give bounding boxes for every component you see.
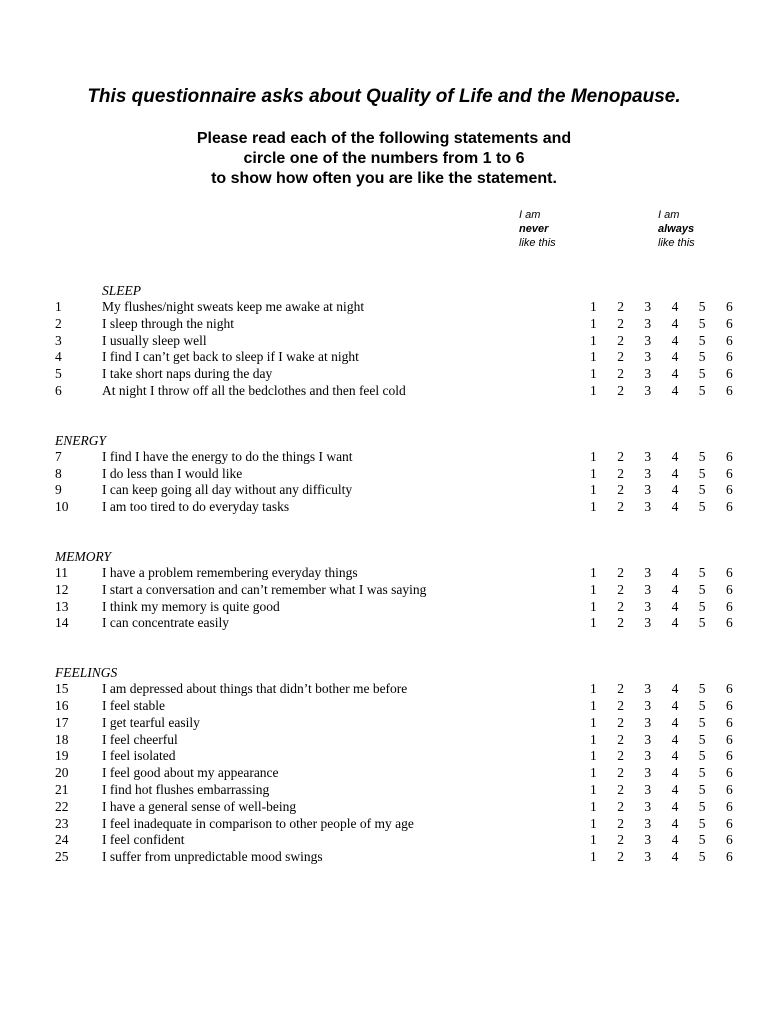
question-statement: I take short naps during the day [102,366,273,382]
question-number: 2 [55,315,62,331]
rating-option-4[interactable]: 4 [671,832,679,848]
questionnaire-title: This questionnaire asks about Quality of Life and the Menopause. [87,86,681,107]
question-statement: I usually sleep well [102,332,207,348]
question-number: 9 [55,482,62,498]
question-number: 10 [55,499,69,515]
question-statement: I get tearful easily [102,714,200,730]
rating-options [590,799,753,816]
rating-options [590,299,753,316]
question-row [55,765,735,782]
rating-option-1[interactable]: 1 [590,581,597,597]
question-number: 7 [55,448,62,464]
question-statement: I have a general sense of well-being [102,798,297,814]
rating-option-1[interactable]: 1 [590,349,597,365]
rating-option-5[interactable]: 5 [698,482,706,498]
rating-option-3[interactable]: 3 [644,299,652,314]
rating-option-5[interactable]: 5 [698,849,706,865]
rating-option-1[interactable]: 1 [590,465,597,481]
rating-option-3[interactable]: 3 [644,448,652,464]
rating-option-1[interactable]: 1 [590,714,597,730]
instructions-line: Please read each of the following statements and [196,130,572,147]
question-row [55,782,735,799]
rating-option-4[interactable]: 4 [671,697,679,713]
question-row [55,698,735,715]
section-header: SLEEP [102,283,141,298]
rating-option-1[interactable]: 1 [590,382,597,398]
rating-option-4[interactable]: 4 [671,349,679,365]
rating-option-5[interactable]: 5 [698,681,706,697]
section-energy [55,432,735,516]
rating-option-3[interactable]: 3 [644,598,652,614]
rating-options [590,849,753,866]
rating-option-3[interactable]: 3 [644,849,652,865]
rating-option-2[interactable]: 2 [617,815,624,831]
question-number: 5 [55,366,62,382]
rating-option-3[interactable]: 3 [644,815,652,831]
rating-option-4[interactable]: 4 [671,581,679,597]
rating-option-5[interactable]: 5 [698,598,706,614]
rating-option-5[interactable]: 5 [698,299,706,314]
section-memory [55,548,735,632]
rating-option-4[interactable]: 4 [671,564,679,580]
rating-option-5[interactable]: 5 [698,382,706,398]
question-statement: I feel isolated [102,748,176,764]
rating-option-6[interactable]: 6 [725,748,733,764]
rating-options [590,333,753,350]
question-number: 22 [55,798,69,814]
question-row [55,366,735,383]
rating-option-3[interactable]: 3 [644,681,652,697]
questionnaire-body [55,282,735,866]
question-statement: I find I can’t get back to sleep if I wake at night [102,349,359,365]
rating-option-1[interactable]: 1 [590,332,597,348]
question-row [55,715,735,732]
rating-options [590,816,753,833]
rating-option-6[interactable]: 6 [725,299,733,314]
rating-option-1[interactable]: 1 [590,366,597,382]
rating-options [590,499,753,516]
rating-option-1[interactable]: 1 [590,849,597,865]
rating-option-2[interactable]: 2 [617,714,624,730]
rating-option-5[interactable]: 5 [698,615,706,631]
rating-option-2[interactable]: 2 [617,581,624,597]
rating-option-4[interactable]: 4 [671,382,679,398]
rating-option-6[interactable]: 6 [725,482,733,498]
question-statement: I feel confident [102,832,185,848]
rating-option-3[interactable]: 3 [644,564,652,580]
question-row [55,681,735,698]
question-row [55,449,735,466]
rating-options [590,366,753,383]
section-sleep [55,282,735,400]
rating-option-2[interactable]: 2 [617,315,624,331]
rating-option-3[interactable]: 3 [644,748,652,764]
question-number: 16 [55,697,69,713]
question-statement: I suffer from unpredictable mood swings [102,849,323,865]
rating-option-6[interactable]: 6 [725,332,733,348]
rating-option-4[interactable]: 4 [671,598,679,614]
section-header: ENERGY [55,432,107,448]
rating-option-4[interactable]: 4 [671,849,679,865]
rating-option-6[interactable]: 6 [725,564,733,580]
rating-option-5[interactable]: 5 [698,798,706,814]
rating-option-1[interactable]: 1 [590,765,597,781]
question-number: 8 [55,465,62,481]
question-row [55,732,735,749]
question-statement: I feel inadequate in comparison to other people of my age [102,815,414,831]
rating-option-3[interactable]: 3 [644,581,652,597]
instructions-line: circle one of the numbers from 1 to 6 [243,150,525,167]
question-row [55,349,735,366]
question-row [55,582,735,599]
rating-option-6[interactable]: 6 [725,349,733,365]
rating-option-4[interactable]: 4 [671,332,679,348]
rating-options [590,482,753,499]
rating-option-1[interactable]: 1 [590,815,597,831]
rating-option-6[interactable]: 6 [725,849,733,865]
rating-option-5[interactable]: 5 [698,332,706,348]
rating-option-3[interactable]: 3 [644,332,652,348]
rating-option-5[interactable]: 5 [698,366,706,382]
rating-option-2[interactable]: 2 [617,697,624,713]
rating-option-2[interactable]: 2 [617,332,624,348]
question-number: 20 [55,765,69,781]
rating-option-6[interactable]: 6 [725,615,733,631]
rating-option-6[interactable]: 6 [725,581,733,597]
question-row [55,316,735,333]
rating-option-5[interactable]: 5 [698,815,706,831]
question-statement: I feel cheerful [102,731,178,747]
rating-option-2[interactable]: 2 [617,748,624,764]
rating-options [590,782,753,799]
rating-option-6[interactable]: 6 [725,765,733,781]
rating-option-2[interactable]: 2 [617,731,624,747]
rating-option-2[interactable]: 2 [617,366,624,382]
question-statement: I am depressed about things that didn’t bother me before [102,681,408,697]
rating-option-5[interactable]: 5 [698,581,706,597]
question-row [55,748,735,765]
rating-option-3[interactable]: 3 [644,765,652,781]
question-statement: I sleep through the night [102,315,234,331]
scale-label-never: I am never like this [519,209,556,249]
rating-option-2[interactable]: 2 [617,615,624,631]
rating-option-6[interactable]: 6 [725,681,733,697]
question-number: 11 [55,564,68,580]
rating-option-6[interactable]: 6 [725,465,733,481]
rating-option-5[interactable]: 5 [698,765,706,781]
rating-option-6[interactable]: 6 [725,697,733,713]
scale-label-always: I am always like this [658,209,695,249]
question-statement: I think my memory is quite good [102,598,280,614]
rating-option-3[interactable]: 3 [644,697,652,713]
question-number: 24 [55,832,69,848]
rating-option-4[interactable]: 4 [671,299,679,314]
rating-option-6[interactable]: 6 [725,315,733,331]
rating-option-6[interactable]: 6 [725,499,733,515]
rating-option-1[interactable]: 1 [590,499,597,515]
rating-options [590,599,753,616]
rating-options [590,582,753,599]
rating-option-3[interactable]: 3 [644,382,652,398]
rating-option-6[interactable]: 6 [725,815,733,831]
question-row [55,565,735,582]
section-feelings [55,664,735,866]
rating-option-2[interactable]: 2 [617,798,624,814]
question-row [55,482,735,499]
question-row [55,499,735,516]
rating-option-1[interactable]: 1 [590,781,597,797]
rating-options [590,383,753,400]
rating-option-5[interactable]: 5 [698,832,706,848]
section-header: FEELINGS [55,665,118,681]
question-row [55,299,735,316]
question-number: 25 [55,849,69,865]
rating-option-5[interactable]: 5 [698,448,706,464]
rating-option-4[interactable]: 4 [671,681,679,697]
question-statement: I have a problem remembering everyday things [102,564,358,580]
rating-options [590,832,753,849]
question-number: 14 [55,615,69,631]
rating-option-5[interactable]: 5 [698,349,706,365]
rating-option-2[interactable]: 2 [617,482,624,498]
rating-option-3[interactable]: 3 [644,366,652,382]
rating-option-3[interactable]: 3 [644,315,652,331]
rating-options [590,615,753,632]
rating-option-5[interactable]: 5 [698,697,706,713]
question-row [55,333,735,350]
rating-option-2[interactable]: 2 [617,598,624,614]
rating-option-6[interactable]: 6 [725,781,733,797]
rating-option-1[interactable]: 1 [590,315,597,331]
rating-option-5[interactable]: 5 [698,315,706,331]
rating-option-4[interactable]: 4 [671,815,679,831]
question-number: 1 [55,299,62,314]
rating-option-3[interactable]: 3 [644,349,652,365]
rating-option-5[interactable]: 5 [698,564,706,580]
rating-option-4[interactable]: 4 [671,315,679,331]
rating-option-6[interactable]: 6 [725,798,733,814]
rating-option-1[interactable]: 1 [590,615,597,631]
rating-option-3[interactable]: 3 [644,499,652,515]
rating-option-1[interactable]: 1 [590,482,597,498]
rating-option-2[interactable]: 2 [617,299,624,314]
rating-options [590,681,753,698]
rating-option-4[interactable]: 4 [671,781,679,797]
rating-option-3[interactable]: 3 [644,781,652,797]
rating-option-2[interactable]: 2 [617,448,624,464]
question-number: 6 [55,382,62,398]
question-statement: I do less than I would like [102,465,243,481]
rating-option-4[interactable]: 4 [671,366,679,382]
rating-option-5[interactable]: 5 [698,748,706,764]
rating-option-2[interactable]: 2 [617,465,624,481]
question-statement: I find hot flushes embarrassing [102,781,270,797]
question-row [55,849,735,866]
rating-option-3[interactable]: 3 [644,798,652,814]
question-row [55,799,735,816]
rating-option-2[interactable]: 2 [617,765,624,781]
question-statement: At night I throw off all the bedclothes and then feel cold [102,382,406,398]
rating-option-4[interactable]: 4 [671,465,679,481]
question-number: 19 [55,748,69,764]
rating-option-2[interactable]: 2 [617,382,624,398]
question-row [55,383,735,400]
rating-options [590,349,753,366]
question-statement: I find I have the energy to do the things I want [102,448,353,464]
rating-option-1[interactable]: 1 [590,731,597,747]
question-number: 4 [55,349,62,365]
rating-option-1[interactable]: 1 [590,598,597,614]
rating-option-4[interactable]: 4 [671,482,679,498]
rating-option-1[interactable]: 1 [590,697,597,713]
rating-option-4[interactable]: 4 [671,798,679,814]
rating-option-3[interactable]: 3 [644,482,652,498]
rating-option-1[interactable]: 1 [590,564,597,580]
rating-option-4[interactable]: 4 [671,714,679,730]
question-number: 13 [55,598,69,614]
rating-options [590,698,753,715]
rating-option-4[interactable]: 4 [671,748,679,764]
rating-options [590,715,753,732]
rating-options [590,765,753,782]
question-number: 3 [55,332,62,348]
question-number: 15 [55,681,69,697]
rating-option-3[interactable]: 3 [644,714,652,730]
question-number: 23 [55,815,69,831]
rating-option-1[interactable]: 1 [590,798,597,814]
rating-option-2[interactable]: 2 [617,832,624,848]
rating-option-6[interactable]: 6 [725,731,733,747]
rating-option-2[interactable]: 2 [617,849,624,865]
rating-option-4[interactable]: 4 [671,499,679,515]
rating-options [590,565,753,582]
rating-option-1[interactable]: 1 [590,681,597,697]
rating-option-3[interactable]: 3 [644,465,652,481]
rating-option-2[interactable]: 2 [617,681,624,697]
instructions [0,129,768,189]
question-statement: My flushes/night sweats keep me awake at night [102,299,365,314]
rating-option-4[interactable]: 4 [671,615,679,631]
rating-option-4[interactable]: 4 [671,765,679,781]
rating-option-6[interactable]: 6 [725,714,733,730]
rating-option-1[interactable]: 1 [590,748,597,764]
question-statement: I feel stable [102,697,165,713]
rating-option-5[interactable]: 5 [698,465,706,481]
rating-option-1[interactable]: 1 [590,448,597,464]
question-row [55,599,735,616]
section-header: MEMORY [55,548,111,564]
question-statement: I feel good about my appearance [102,765,279,781]
rating-option-5[interactable]: 5 [698,714,706,730]
rating-option-5[interactable]: 5 [698,499,706,515]
question-row [55,832,735,849]
rating-option-6[interactable]: 6 [725,382,733,398]
rating-option-6[interactable]: 6 [725,832,733,848]
rating-option-5[interactable]: 5 [698,731,706,747]
rating-option-3[interactable]: 3 [644,731,652,747]
rating-options [590,316,753,333]
question-statement: I start a conversation and can’t remember what I was saying [102,581,427,597]
question-statement: I am too tired to do everyday tasks [102,499,290,515]
rating-option-3[interactable]: 3 [644,615,652,631]
rating-option-5[interactable]: 5 [698,781,706,797]
instructions-line: to show how often you are like the statement. [211,170,557,187]
rating-option-2[interactable]: 2 [617,499,624,515]
rating-option-6[interactable]: 6 [725,366,733,382]
rating-option-2[interactable]: 2 [617,349,624,365]
rating-option-2[interactable]: 2 [617,564,624,580]
rating-option-4[interactable]: 4 [671,448,679,464]
question-row [55,816,735,833]
rating-options [590,748,753,765]
question-number: 12 [55,581,69,597]
rating-option-6[interactable]: 6 [725,598,733,614]
question-number: 21 [55,781,69,797]
question-row [55,466,735,483]
rating-options [590,466,753,483]
question-row [55,615,735,632]
rating-option-1[interactable]: 1 [590,299,597,314]
rating-option-1[interactable]: 1 [590,832,597,848]
question-number: 17 [55,714,69,730]
question-number: 18 [55,731,69,747]
rating-option-4[interactable]: 4 [671,731,679,747]
question-statement: I can keep going all day without any difficulty [102,482,353,498]
rating-option-6[interactable]: 6 [725,448,733,464]
rating-options [590,449,753,466]
question-statement: I can concentrate easily [102,615,230,631]
rating-option-2[interactable]: 2 [617,781,624,797]
rating-option-3[interactable]: 3 [644,832,652,848]
rating-options [590,732,753,749]
